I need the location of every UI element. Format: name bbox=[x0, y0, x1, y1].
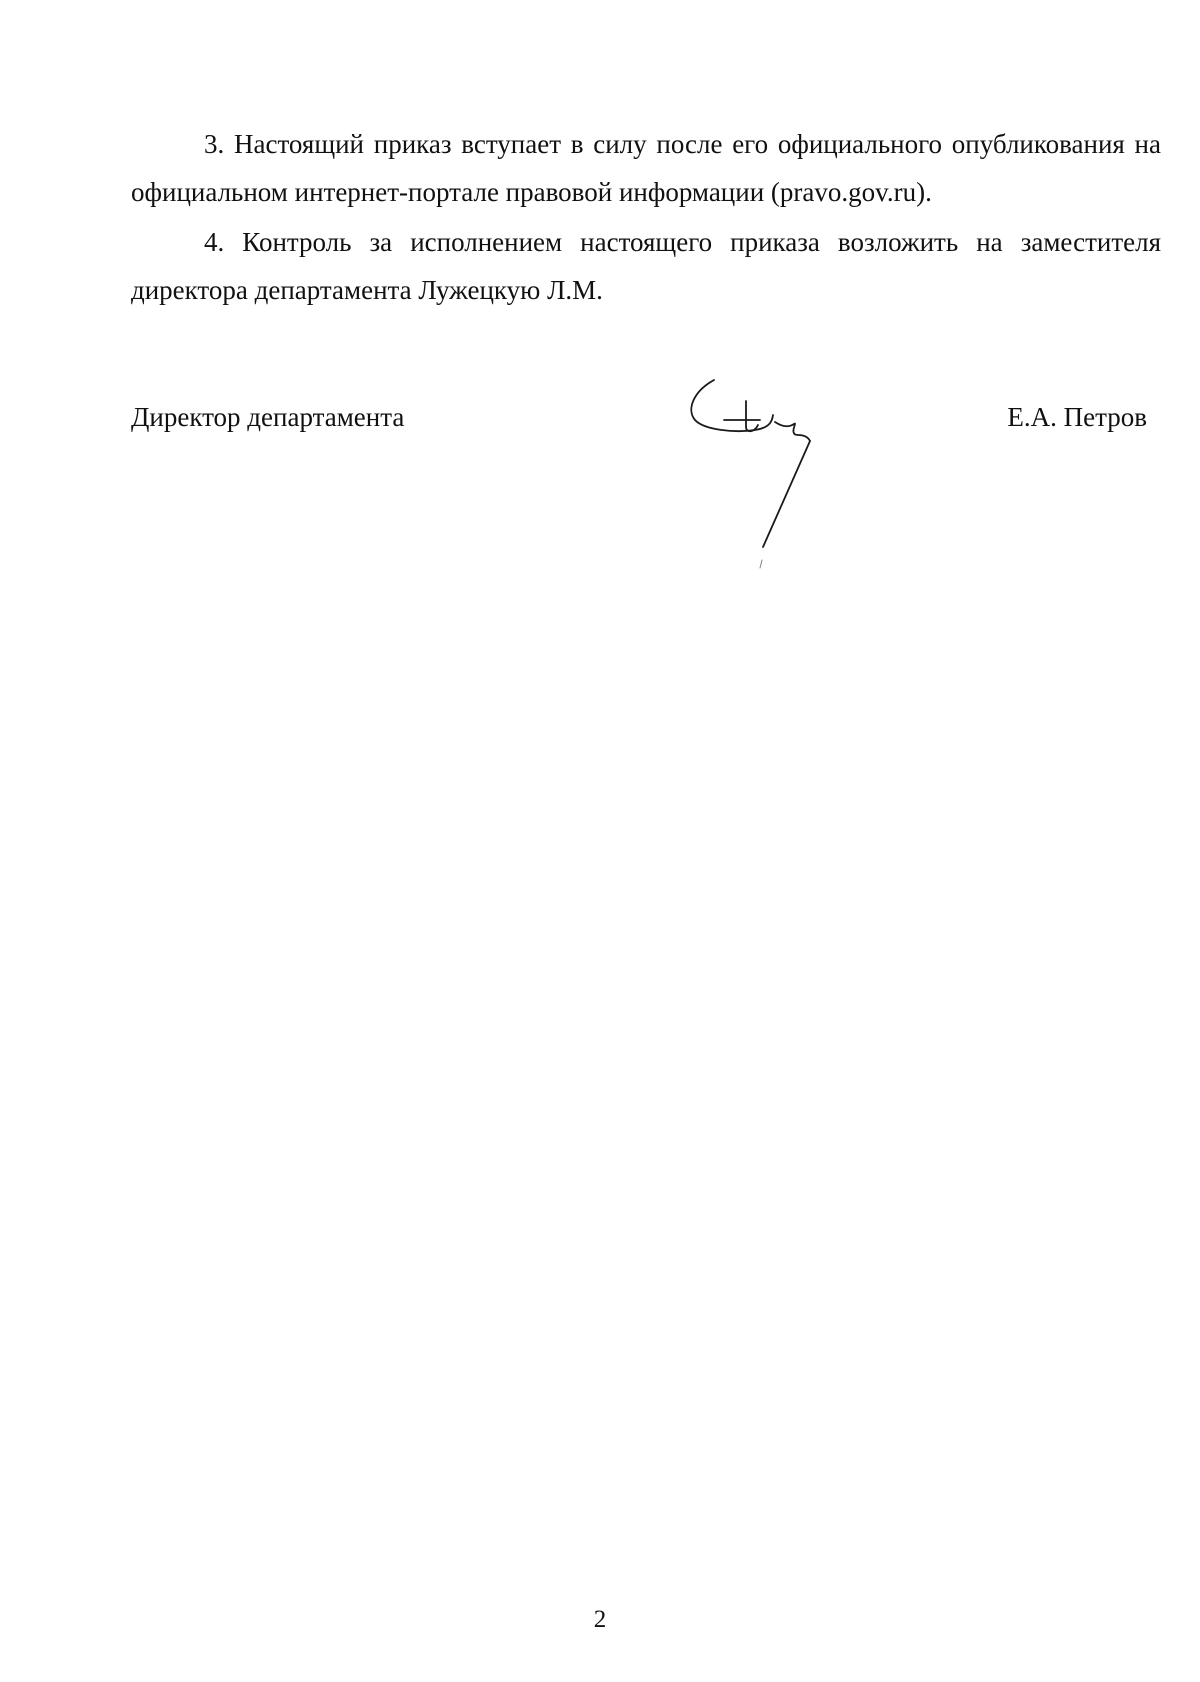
signatory-name: Е.А. Петров bbox=[1007, 402, 1147, 432]
page-number: 2 bbox=[593, 1606, 607, 1633]
handwritten-signature-icon bbox=[680, 375, 880, 575]
signatory-position: Директор департамента bbox=[131, 402, 405, 432]
paragraph-4: 4. Контроль за исполнением настоящего приказа возложить на заместителя директора департамента Лужецкую Л.М. bbox=[131, 227, 1161, 305]
paragraph-3: 3. Настоящий приказ вступает в силу после его официального опубликования на официальном интернет-портале правовой информации (pravo.gov.ru). bbox=[131, 129, 1161, 207]
